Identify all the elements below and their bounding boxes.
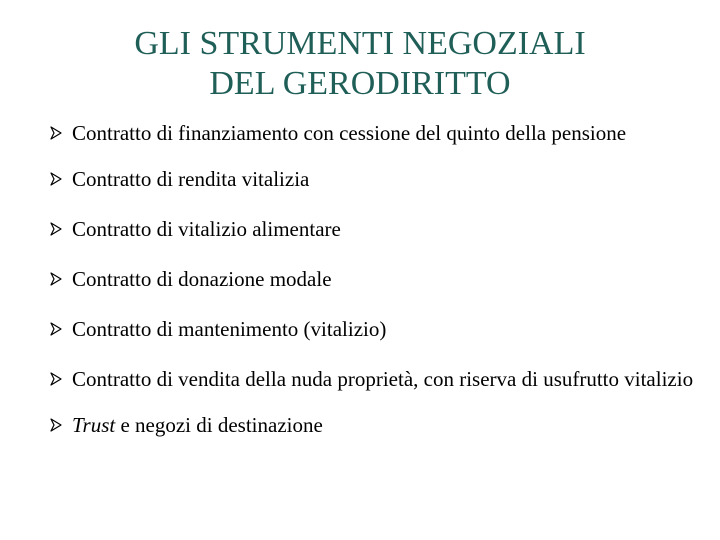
bullet-text: Contratto di finanziamento con cessione del quinto della pensione [72, 121, 627, 145]
arrowhead-bullet-icon [50, 412, 72, 438]
slide-title [0, 24, 720, 104]
bullet-item [50, 316, 710, 342]
arrowhead-bullet-icon [50, 316, 72, 342]
bullet-text: Contratto di vendita della nuda proprietà, con riserva di usufrutto vitalizio [72, 367, 694, 391]
bullet-item [50, 120, 710, 146]
bullet-item [50, 366, 710, 392]
arrowhead-bullet-icon [50, 166, 72, 192]
bullet-text: Contratto di donazione modale [72, 267, 332, 291]
arrowhead-bullet-icon [50, 366, 72, 392]
bullet-text-italic: Trust [72, 413, 116, 437]
arrowhead-bullet-icon [50, 216, 72, 242]
title-line-2: DEL GERODIRITTO [209, 65, 511, 102]
bullet-item [50, 412, 710, 438]
bullet-item [50, 166, 710, 192]
arrowhead-bullet-icon [50, 120, 72, 146]
bullet-text: Contratto di rendita vitalizia [72, 167, 310, 191]
title-line-1: GLI STRUMENTI NEGOZIALI [134, 25, 586, 62]
bullet-item [50, 266, 710, 292]
bullet-text-rest: e negozi di destinazione [115, 413, 323, 437]
arrowhead-bullet-icon [50, 266, 72, 292]
bullet-item [50, 216, 710, 242]
bullet-list [50, 120, 710, 438]
bullet-text: Contratto di vitalizio alimentare [72, 217, 341, 241]
bullet-text [72, 412, 710, 438]
bullet-text: Contratto di mantenimento (vitalizio) [72, 317, 387, 341]
